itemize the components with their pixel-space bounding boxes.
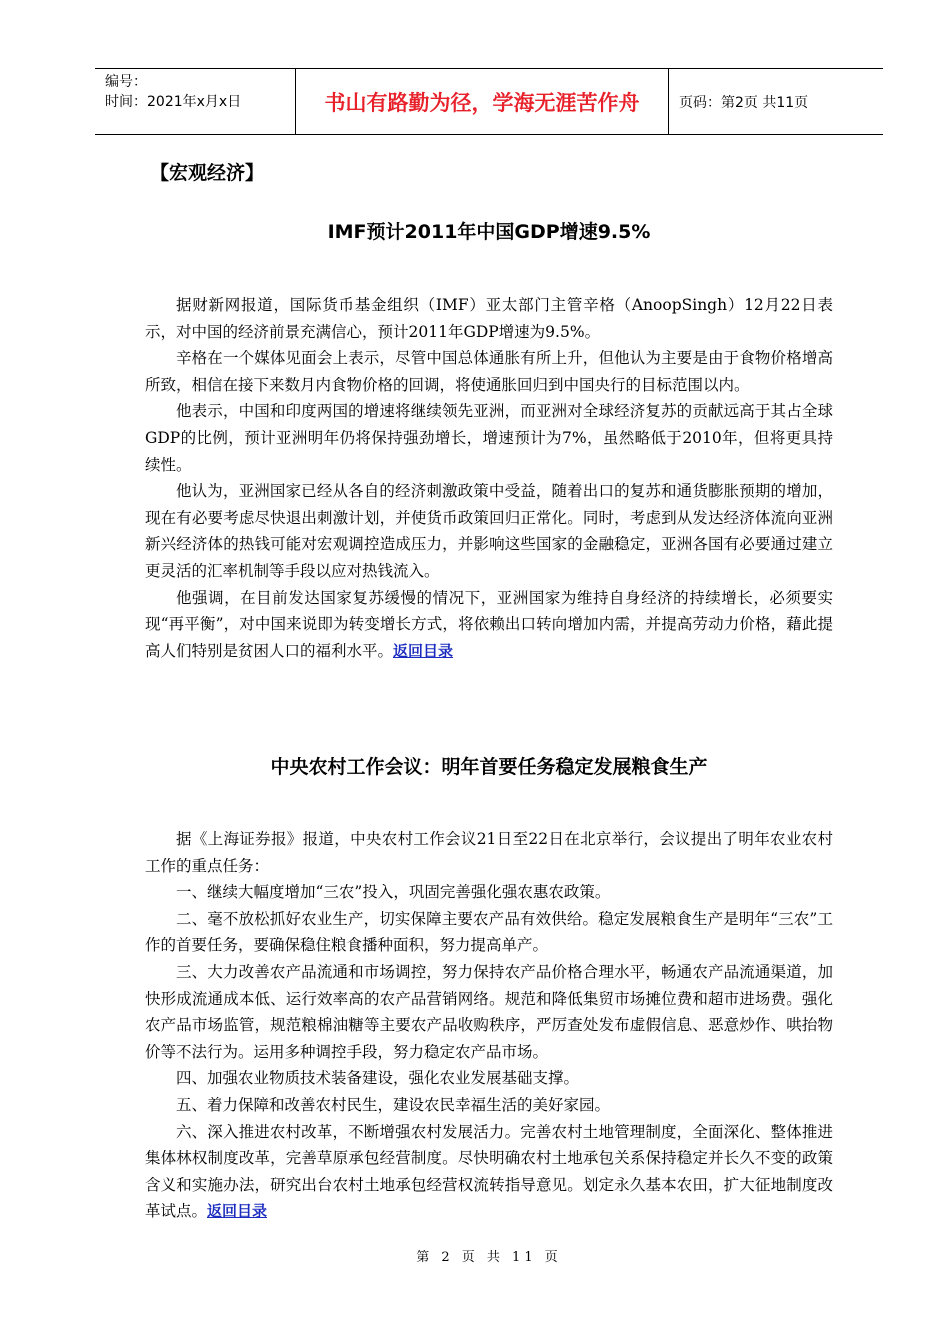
back-to-toc-link-1[interactable]: 返回目录 bbox=[393, 641, 454, 660]
article2-paragraph: 五、着力保障和改善农村民生，建设农民幸福生活的美好家园。 bbox=[176, 1095, 611, 1114]
number-label: 编号： bbox=[105, 74, 147, 90]
article2-title: 中央农村工作会议：明年首要任务稳定发展粮食生产 bbox=[270, 756, 708, 778]
article1-body bbox=[145, 292, 833, 664]
section-tag: 【宏观经济】 bbox=[150, 162, 265, 184]
time-label: 时间：2021年x月x日 bbox=[105, 94, 242, 110]
article1-paragraph-last bbox=[145, 585, 833, 665]
article2-paragraph: 三、大力改善农产品流通和市场调控，努力保持农产品价格合理水平，畅通农产品流通渠道，加快形成流通成本低、运行效率高的农产品营销网络。规范和降低集贸市场摊位费和超市进场费。强化农产品市场监管，规范粮棉油糖等主要农产品收购秩序，严厉查处发布虚假信息、恶意炒作、哄抬物价等不法行为。运用多种调控手段，努力稳定农产品市场。 bbox=[145, 962, 833, 1061]
article1-paragraph-text: 他强调，在目前发达国家复苏缓慢的情况下，亚洲国家为维持自身经济的持续增长，必须要实现“再平衡”，对中国来说即为转变增长方式，将依赖出口转向增加内需，并提高劳动力价格，藉此提高人们特别是贫困人口的福利水平。 bbox=[145, 588, 833, 660]
article2-body bbox=[145, 826, 833, 1225]
article2-paragraph: 据《上海证券报》报道，中央农村工作会议21日至22日在北京举行，会议提出了明年农业农村工作的重点任务： bbox=[145, 830, 833, 875]
back-to-toc-link-2[interactable]: 返回目录 bbox=[207, 1202, 268, 1221]
article1-title: IMF预计2011年中国GDP增速9.5% bbox=[327, 221, 651, 243]
header-meta bbox=[95, 69, 296, 134]
header-page-code: 页码：第2页 共11页 bbox=[679, 94, 809, 111]
header-motto: 书山有路勤为径，学海无涯苦作舟 bbox=[296, 69, 669, 134]
article2-paragraph: 一、继续大幅度增加“三农”投入，巩固完善强化强农惠农政策。 bbox=[176, 883, 611, 902]
page-footer: 第 2 页 共 11 页 bbox=[416, 1250, 562, 1265]
article2-paragraph-text: 六、深入推进农村改革，不断增强农村发展活力。完善农村土地管理制度，全面深化、整体推进集体林权制度改革，完善草原承包经营制度。尽快明确农村土地承包关系保持稳定并长久不变的政策含义和实施办法，研究出台农村土地承包经营权流转指导意见。划定永久基本农田，扩大征地制度改革试点。 bbox=[145, 1122, 833, 1221]
article1-paragraph: 据财新网报道，国际货币基金组织（IMF）亚太部门主管辛格（AnoopSingh）12月22日表示，对中国的经济前景充满信心，预计2011年GDP增速为9.5%。 bbox=[145, 296, 834, 341]
article2-paragraph: 二、毫不放松抓好农业生产，切实保障主要农产品有效供给。稳定发展粮食生产是明年“三农”工作的首要任务，要确保稳住粮食播种面积，努力提高单产。 bbox=[145, 909, 833, 955]
page-header bbox=[95, 68, 883, 135]
article2-paragraph: 四、加强农业物质技术装备建设，强化农业发展基础支撑。 bbox=[176, 1069, 580, 1088]
article1-paragraph: 他表示，中国和印度两国的增速将继续领先亚洲，而亚洲对全球经济复苏的贡献远高于其占全球GDP的比例，预计亚洲明年仍将保持强劲增长，增速预计为7%，虽然略低于2010年，但将更具持续性。 bbox=[145, 402, 833, 474]
article1-paragraph: 他认为，亚洲国家已经从各自的经济刺激政策中受益，随着出口的复苏和通货膨胀预期的增加，现在有必要考虑尽快退出刺激计划，并使货币政策回归正常化。同时，考虑到从发达经济体流向亚洲新兴经济体的热钱可能对宏观调控造成压力，并影响这些国家的金融稳定，亚洲各国有必要通过建立更灵活的汇率机制等手段以应对热钱流入。 bbox=[145, 482, 833, 580]
article1-paragraph: 辛格在一个媒体见面会上表示，尽管中国总体通胀有所上升，但他认为主要是由于食物价格增高所致，相信在接下来数月内食物价格的回调，将使通胀回归到中国央行的目标范围以内。 bbox=[145, 349, 833, 394]
article2-paragraph-last bbox=[145, 1119, 833, 1225]
